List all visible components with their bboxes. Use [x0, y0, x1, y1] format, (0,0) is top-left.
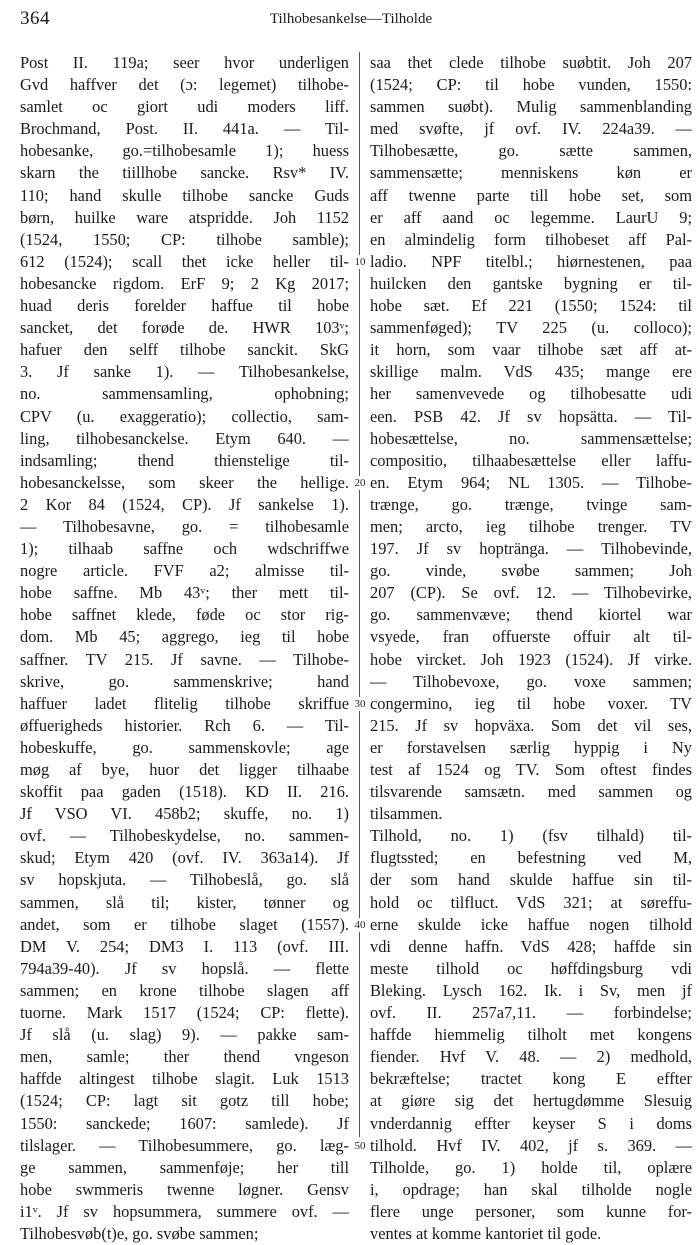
- line-number: 20: [351, 476, 369, 490]
- text-line: Gvd haffver det (ɔ: legemet) tilhobe-: [20, 75, 349, 95]
- text-line: nogre article. FVF a2; almisse til-: [20, 561, 349, 581]
- running-head: Tilhobesankelse—Tilholde: [269, 11, 433, 27]
- text-line: saa thet clede tilhobe suøbtit. Joh 207: [370, 53, 692, 72]
- text-line: compositio, tilhaabesættelse eller laffu-: [370, 450, 692, 470]
- text-line: ladio. NPF titelbl.; hiørnestenen, paa: [370, 251, 692, 271]
- text-line: 794a39-40). Jf sv hopslå. — flette: [20, 958, 349, 978]
- text-line: i1ᵛ. Jf sv hopsummera, summere ovf. —: [20, 1201, 349, 1221]
- text-line: at giøre sig det hertugdømme Slesuig: [370, 1091, 692, 1111]
- text-line: haffde altingest tilhobe slagit. Luk 1513: [20, 1069, 349, 1089]
- right-column: [370, 52, 692, 1245]
- line-number: 30: [351, 697, 369, 711]
- text-line: hobe saffnet klede, føde oc stor rig-: [20, 605, 349, 625]
- text-line: 1550: sanckede; 1607: samlede). Jf: [20, 1113, 349, 1133]
- text-line: ovf. — Tilhobeskydelse, no. sammen-: [20, 826, 349, 846]
- text-line: indsamling; thend thienstelige til-: [20, 450, 349, 470]
- text-line: 197. Jf sv hoptränga. — Tilhobevinde,: [370, 539, 692, 559]
- text-line: fiender. Hvf V. 48. — 2) medhold,: [370, 1047, 692, 1067]
- text-line: men, samle; ther thend vngeson: [20, 1047, 349, 1067]
- text-line: tilsvarende samsætn. med sammen og: [370, 782, 692, 802]
- text-line: i, opdrage; han skal tilholde nogle: [370, 1179, 692, 1199]
- text-line: saffner. TV 215. Jf savne. — Tilhobe-: [20, 649, 349, 669]
- text-line: haffde hiemmelig tilholt met kongens: [370, 1025, 692, 1045]
- text-line: vnderdannig effter keyser S i doms: [370, 1113, 692, 1133]
- text-line: Jf slå (u. slag) 9). — pakke sam-: [20, 1025, 349, 1045]
- text-line: Post II. 119a; seer hvor underligen: [20, 53, 349, 72]
- text-line: hobe vircket. Joh 1923 (1524). Jf virke.: [370, 649, 692, 669]
- text-line: ge sammen, sammenføje; her till: [20, 1157, 349, 1177]
- text-line: hobe saffne. Mb 43ᵛ; ther mett til-: [20, 583, 349, 603]
- text-line: it horn, som vaar tilhobe sæt aff at-: [370, 340, 692, 360]
- text-line: tilslager. — Tilhobesummere, go. læg-: [20, 1135, 349, 1155]
- text-line: 2 Kor 84 (1524, CP). Jf sankelse 1).: [20, 494, 349, 514]
- text-line: hobesættelse, no. sammensættelse;: [370, 428, 692, 448]
- text-line: haffuer ladet flitelig tilhobe skriffue: [20, 693, 349, 713]
- text-line: 612 (1524); scall thet icke heller til-: [20, 251, 349, 271]
- text-line: her samenvevede og tilhobesatte udi: [370, 384, 692, 404]
- text-line: bekræftelse; tractet kong E effter: [370, 1069, 692, 1089]
- text-line: samlet oc giort udi moders liff.: [20, 97, 349, 117]
- text-line: Tilholde, go. 1) holde til, oplære: [370, 1157, 692, 1177]
- text-line: 110; hand skulle tilhobe sancke Guds: [20, 185, 349, 205]
- text-line: vdi denne haffn. VdS 428; haffde sin: [370, 936, 692, 956]
- text-line: CPV (u. exaggeratio); collectio, sam-: [20, 406, 349, 426]
- text-line: 3. Jf sanke 1). — Tilhobesankelse,: [20, 362, 349, 382]
- text-line: Tilhobesætte, go. sætte sammen,: [370, 141, 692, 161]
- text-line: trænge, go. trænge, tvinge sam-: [370, 494, 692, 514]
- text-line: der som hand skulde haffue sin til-: [370, 870, 692, 890]
- text-line: 1); tilhaab saffne och wdschriffwe: [20, 539, 349, 559]
- text-line: hobesanke, go.=tilhobesamle 1); huess: [20, 141, 349, 161]
- text-line: vsyede, fran offuerste offuir alt til-: [370, 627, 692, 647]
- text-line: børn, huilke ware atspridde. Joh 1152: [20, 207, 349, 227]
- text-line: flugtssted; en befestning ved M,: [370, 848, 692, 868]
- left-column: [20, 52, 349, 1245]
- text-line: sancket, det forøde de. HWR 103ᵛ;: [20, 318, 349, 338]
- text-line: hobe swmmeris twenne løgner. Gensv: [20, 1179, 349, 1199]
- page-number: 364: [20, 8, 50, 29]
- text-line: (1524, 1550; CP: tilhobe samble);: [20, 229, 349, 249]
- text-line: andet, som er tilhobe slaget (1557).: [20, 914, 349, 934]
- text-line: meste tilhold oc høffdingsburg vdi: [370, 958, 692, 978]
- text-line: Brochmand, Post. II. 441a. — Til-: [20, 119, 349, 139]
- text-line: en almindelig form tilhobeset aff Pal-: [370, 229, 692, 249]
- text-line: hobeskuffe, go. sammenskovle; age: [20, 737, 349, 757]
- text-line: go. vinde, svøbe sammen; Joh: [370, 561, 692, 581]
- text-line: tilsammen.: [370, 804, 443, 824]
- line-number: 50: [351, 1139, 369, 1153]
- text-line: er aff aand oc legemme. LaurU 9;: [370, 207, 692, 227]
- text-line: Jf VSO VI. 458b2; skuffe, no. 1): [20, 804, 349, 824]
- text-line: skrive, go. sammenskrive; hand: [20, 671, 349, 691]
- text-line: sv hopskjuta. — Tilhobeslå, go. slå: [20, 870, 349, 890]
- text-line: sammensætte; menniskens køn er: [370, 163, 692, 183]
- text-line: tilhold. Hvf IV. 402, jf s. 369. —: [370, 1135, 692, 1155]
- text-line: test af 1524 og TV. Som oftest findes: [370, 760, 692, 779]
- text-line: ling, tilhobesanckelse. Etym 640. —: [20, 428, 349, 448]
- text-line: er forstavelsen særlig hyppig i Ny: [370, 737, 692, 757]
- text-line: dom. Mb 45; aggrego, ieg til hobe: [20, 627, 349, 647]
- text-line: skoffit paa gaden (1518). KD II. 216.: [20, 782, 349, 802]
- text-line: sammen, slå til; kister, tønner og: [20, 892, 349, 912]
- text-line: med svøfte, jf ovf. IV. 224a39. —: [370, 119, 692, 139]
- text-line: tuorne. Mark 1517 (1524; CP: flette).: [20, 1003, 349, 1023]
- line-number: 10: [351, 255, 369, 269]
- text-line: congermino, ieg til hobe voxer. TV: [370, 693, 692, 713]
- text-line: hobe sæt. Ef 221 (1550; 1524: til: [370, 296, 692, 316]
- text-line: men; arcto, ieg tilhobe trenger. TV: [370, 516, 692, 536]
- text-line: en. Etym 964; NL 1305. — Tilhobe-: [370, 472, 692, 492]
- text-line: møg af bye, huor det ligger tilhaabe: [20, 760, 349, 779]
- text-line: een. PSB 42. Jf sv hopsätta. — Til-: [370, 406, 692, 426]
- text-line: sammen suøbt). Mulig sammenblanding: [370, 97, 692, 117]
- text-line: sammenføged); TV 225 (u. colloco);: [370, 318, 692, 338]
- text-line: skarn the tiillhobe sancke. Rsv* IV.: [20, 163, 349, 183]
- text-line: huilcken den gantske bygning er til-: [370, 273, 692, 293]
- text-line: erne skulde icke haffue nogen tilhold: [370, 914, 692, 934]
- text-line: DM V. 254; DM3 I. 113 (ovf. III.: [20, 936, 349, 956]
- text-line: Tilhold, no. 1) (fsv tilhald) til-: [370, 826, 692, 846]
- text-line: no. sammensamling, ophobning;: [20, 384, 349, 404]
- text-line: aff twenne parte till hobe set, som: [370, 185, 692, 205]
- text-line: Bleking. Lysch 162. Ik. i Sv, men jf: [370, 980, 692, 1000]
- text-line: ventes at komme kantoriet til gode.: [370, 1223, 602, 1243]
- text-line: ovf. II. 257a7,11. — forbindelse;: [370, 1003, 692, 1023]
- column-divider: [359, 52, 360, 1137]
- text-line: hobesancke rigdom. ErF 9; 2 Kg 2017;: [20, 273, 349, 293]
- text-line: øffuerigheds historier. Rch 6. — Til-: [20, 715, 349, 735]
- page-header: [20, 8, 682, 34]
- line-number: 40: [351, 918, 369, 932]
- text-line: hold oc tilfluct. VdS 321; at søreffu-: [370, 892, 692, 912]
- text-line: — Tilhobesavne, go. = tilhobesamle: [20, 516, 349, 536]
- text-line: sammen; en krone tilhobe slagen aff: [20, 980, 349, 1000]
- text-line: (1524; CP: lagt sit gotz till hobe;: [20, 1091, 349, 1111]
- text-line: skillige malm. VdS 435; mange ere: [370, 362, 692, 382]
- text-line: skud; Etym 420 (ovf. IV. 363a14). Jf: [20, 848, 349, 868]
- text-line: go. sammenvæve; thend kiortel war: [370, 605, 692, 625]
- text-line: 215. Jf sv hopväxa. Som det vil ses,: [370, 715, 692, 735]
- text-line: hobesanckelsse, som skeer the hellige.: [20, 472, 349, 492]
- text-line: Tilhobesvøb(t)e, go. svøbe sammen;: [20, 1223, 259, 1243]
- text-line: flere unge personer, som kunne for-: [370, 1201, 692, 1221]
- text-line: 207 (CP). Se ovf. 12. — Tilhobevirke,: [370, 583, 692, 603]
- text-line: huad deris forelder haffue til hobe: [20, 296, 349, 316]
- text-line: — Tilhobevoxe, go. voxe sammen;: [370, 671, 692, 691]
- text-line: (1524; CP: til hobe vunden, 1550:: [370, 75, 692, 95]
- text-line: hafuer den selff tilhobe sanckit. SkG: [20, 340, 349, 360]
